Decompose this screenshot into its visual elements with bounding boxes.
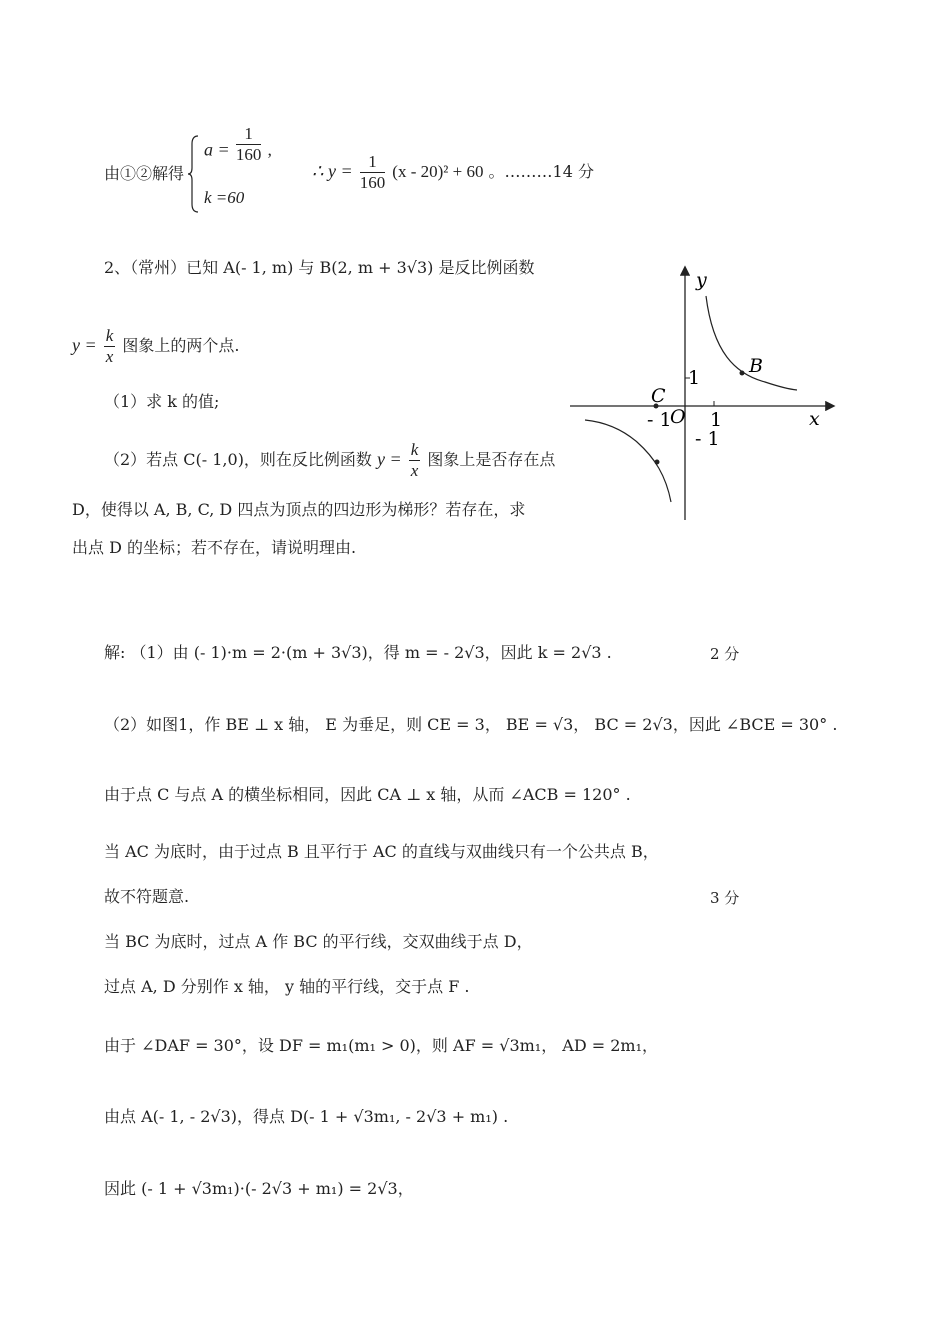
- solution-step-4: 当 AC 为底时，由于过点 B 且平行于 AC 的直线与双曲线只有一个公共点 B，: [104, 842, 659, 861]
- equation-system: [188, 124, 278, 214]
- line1-prefix: 由①②解得: [104, 164, 185, 183]
- expr: (x - 20)² + 60: [392, 162, 484, 181]
- question-2-line-c: D，使得以 A, B, C, D 四点为顶点的四边形为梯形？若存在，求: [72, 500, 526, 519]
- x-axis-label: x: [809, 408, 820, 430]
- score-3: 3 分: [710, 889, 740, 907]
- q2-func-num: k: [410, 440, 419, 459]
- question-2-line-d: 出点 D 的坐标；若不存在，请说明理由.: [72, 538, 357, 557]
- solution-step-2: （2）如图1，作 BE ⊥ x 轴， E 为垂足，则 CE = 3， BE = √3， BC = 2√3，因此 ∠BCE = 30° .: [104, 715, 838, 734]
- func-fraction: [104, 326, 116, 367]
- q2-func-den: x: [410, 461, 419, 480]
- label-b: B: [749, 355, 763, 377]
- solution-step-3: 由于点 C 与点 A 的横坐标相同，因此 CA ⊥ x 轴，从而 ∠ACB = 120° .: [104, 785, 631, 804]
- comma: ,: [267, 140, 272, 160]
- point-a: [655, 460, 660, 465]
- q2-b: 图象上是否存在点: [427, 450, 556, 469]
- problem-function-line: [72, 326, 239, 367]
- point-b: [740, 371, 745, 376]
- y-axis-label: y: [696, 269, 707, 291]
- problem-line-a: 2、（常州）已知 A(- 1, m) 与 B(2, m + 3√3) 是反比例函数: [104, 258, 535, 277]
- therefore-y: ∴ y =: [312, 161, 353, 181]
- solution-step-8: 由于 ∠DAF = 30°，设 DF = m₁(m₁ > 0)，则 AF = √3m₁， AD = 2m₁，: [104, 1036, 659, 1055]
- tick-label-y-neg: - 1: [695, 428, 720, 450]
- solution-step-7: 过点 A, D 分别作 x 轴， y 轴的平行线，交于点 F .: [104, 977, 470, 996]
- func-den: x: [105, 347, 114, 366]
- line1-tail: 。………14 分: [488, 162, 594, 181]
- fraction-a: [236, 124, 262, 165]
- frac-y-num: 1: [360, 152, 386, 173]
- therefore-expression: [312, 152, 594, 193]
- solution-step-6: 当 BC 为底时，过点 A 作 BC 的平行线，交双曲线于点 D，: [104, 932, 533, 951]
- question-2-line-a: [104, 440, 555, 481]
- q2-a: （2）若点 C(- 1,0)，则在反比例函数: [104, 450, 372, 469]
- tick-label-y-pos: 1: [688, 367, 701, 389]
- solution-step-10: 因此 (- 1 + √3m₁)·(- 2√3 + m₁) = 2√3，: [104, 1179, 414, 1198]
- eq-k: k =60: [204, 188, 245, 207]
- problem-line-b: 图象上的两个点.: [122, 336, 240, 355]
- eq-a-label: a =: [204, 139, 230, 160]
- solution-step-1: 解: （1）由 (- 1)·m = 2·(m + 3√3)，得 m = - 2√3，因此 k = 2√3 .: [104, 643, 612, 662]
- label-c: C: [651, 385, 666, 407]
- left-brace-icon: [188, 134, 200, 214]
- func-y: y =: [72, 335, 97, 355]
- solution-step-5: 故不符题意.: [104, 887, 190, 906]
- hyperbola-figure: [565, 262, 845, 532]
- tick-label-x-neg: - 1: [647, 409, 672, 431]
- origin-label: O: [670, 406, 686, 428]
- fraction-y: [360, 152, 386, 193]
- q2-func-fraction: [409, 440, 421, 481]
- solution-line-1: [104, 164, 184, 184]
- func-num: k: [105, 326, 114, 345]
- frac-a-num: 1: [236, 124, 262, 145]
- question-1: （1）求 k 的值;: [104, 392, 220, 411]
- frac-y-den: 160: [359, 173, 386, 192]
- tick-label-x-pos: 1: [710, 409, 723, 431]
- q2-func-y: y =: [377, 449, 402, 469]
- score-2: 2 分: [710, 645, 740, 663]
- solution-step-9: 由点 A(- 1, - 2√3)，得点 D(- 1 + √3m₁, - 2√3 + m₁) .: [104, 1107, 509, 1126]
- frac-a-den: 160: [235, 145, 262, 164]
